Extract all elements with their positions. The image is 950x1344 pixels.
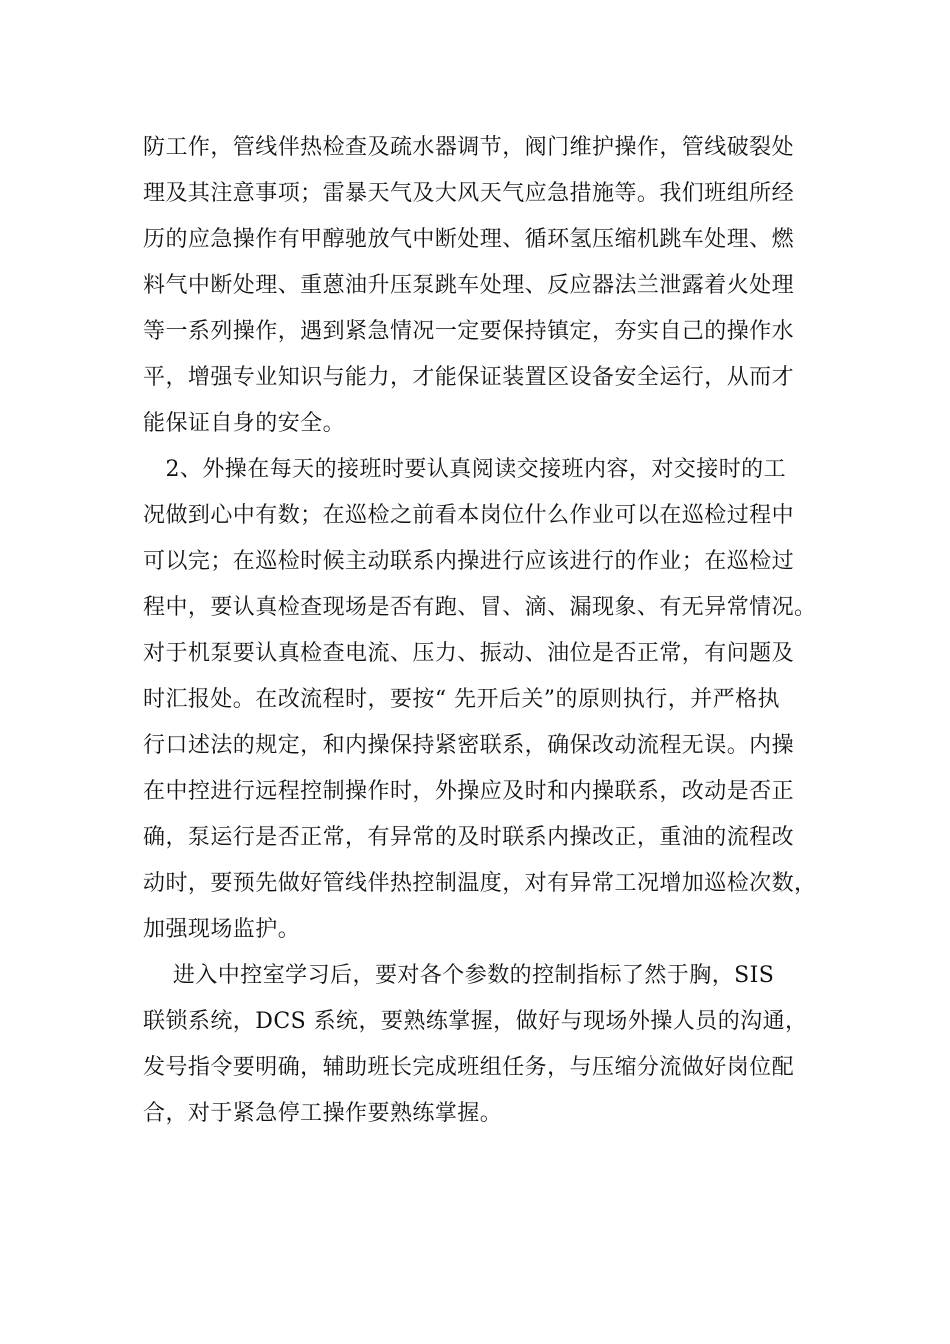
text-line: 行口述法的规定，和内操保持紧密联系，确保改动流程无误。内操	[143, 733, 795, 758]
text-line: 时汇报处。在改流程时，要按“ 先开后关”的原则执行，并严格执	[143, 687, 780, 712]
paragraph-2	[143, 447, 833, 953]
text-line: 在中控进行远程控制操作时，外操应及时和内操联系，改动是否正	[143, 779, 795, 804]
text-line: 确，泵运行是否正常，有异常的及时联系内操改正，重油的流程改	[143, 825, 795, 850]
paragraph-1	[143, 125, 833, 447]
text-line: 联锁系统，DCS 系统，要熟练掌握，做好与现场外操人员的沟通，	[143, 1009, 808, 1034]
text-line: 可以完；在巡检时候主动联系内操进行应该进行的作业；在巡检过	[143, 549, 795, 574]
paragraph-3	[143, 953, 833, 1137]
text-line: 动时，要预先做好管线伴热控制温度，对有异常工况增加巡检次数，	[143, 871, 817, 896]
text-line: 料气中断处理、重蒽油升压泵跳车处理、反应器法兰泄露着火处理	[143, 273, 795, 298]
text-line: 对于机泵要认真检查电流、压力、振动、油位是否正常，有问题及	[143, 641, 795, 666]
text-line: 况做到心中有数；在巡检之前看本岗位什么作业可以在巡检过程中	[143, 503, 795, 528]
text-line: 防工作，管线伴热检查及疏水器调节，阀门维护操作，管线破裂处	[143, 135, 795, 160]
text-line: 能保证自身的安全。	[143, 411, 346, 436]
text-line: 合，对于紧急停工操作要熟练掌握。	[143, 1101, 503, 1126]
body-text	[143, 125, 833, 1137]
text-line: 历的应急操作有甲醇驰放气中断处理、循环氢压缩机跳车处理、燃	[143, 227, 795, 252]
text-line: 2、外操在每天的接班时要认真阅读交接班内容，对交接时的工	[143, 457, 787, 482]
text-line: 平，增强专业知识与能力，才能保证装置区设备安全运行，从而才	[143, 365, 795, 390]
text-line: 发号指令要明确，辅助班长完成班组任务，与压缩分流做好岗位配	[143, 1055, 795, 1080]
text-line: 进入中控室学习后，要对各个参数的控制指标了然于胸，SIS	[143, 963, 775, 988]
text-line: 理及其注意事项；雷暴天气及大风天气应急措施等。我们班组所经	[143, 181, 795, 206]
text-line: 等一系列操作，遇到紧急情况一定要保持镇定，夯实自己的操作水	[143, 319, 795, 344]
text-line: 加强现场监护。	[143, 917, 301, 942]
text-line: 程中，要认真检查现场是否有跑、冒、滴、漏现象、有无异常情况。	[143, 595, 817, 620]
